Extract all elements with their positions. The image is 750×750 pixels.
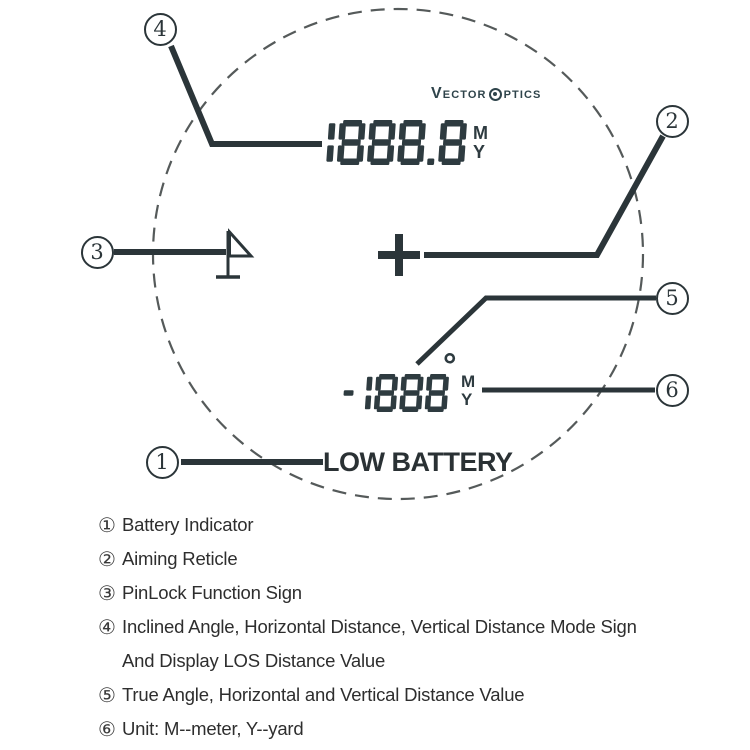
top-unit-labels (473, 124, 488, 162)
legend-bullet-2: ② (98, 547, 116, 571)
legend-bullet-1: ① (98, 513, 116, 537)
angle-distance-display (342, 374, 453, 417)
legend-text-4: Inclined Angle, Horizontal Distance, Vertical Distance Mode Sign (122, 616, 637, 637)
brand-word-vector: Vector (431, 85, 487, 102)
callout-5: 5 (656, 282, 689, 315)
los-distance-display (322, 120, 472, 170)
legend-bullet-3: ③ (98, 581, 116, 605)
legend-item-inclined-angle (98, 610, 718, 644)
callout-3: 3 (81, 236, 114, 269)
legend-text-1: Battery Indicator (122, 514, 254, 535)
legend (98, 508, 718, 746)
brand-logo (431, 86, 541, 102)
degree-symbol: ° (443, 347, 457, 385)
aiming-reticle-icon (378, 234, 420, 276)
legend-item-inclined-angle-line2 (98, 644, 718, 678)
legend-bullet-6: ⑥ (98, 717, 116, 741)
legend-text-5: True Angle, Horizontal and Vertical Distance Value (122, 684, 525, 705)
legend-text-2: Aiming Reticle (122, 548, 238, 569)
unit-m-label: M (461, 372, 476, 391)
callout-1: 1 (146, 446, 179, 479)
legend-item-aiming-reticle (98, 542, 718, 576)
unit-m-label: M (473, 123, 488, 143)
legend-item-unit (98, 712, 718, 746)
callout-2: 2 (656, 105, 689, 138)
legend-bullet-5: ⑤ (98, 683, 116, 707)
legend-text-6: Unit: M--meter, Y--yard (122, 718, 304, 739)
legend-item-pinlock (98, 576, 718, 610)
unit-y-label: Y (461, 390, 473, 409)
unit-y-label: Y (473, 142, 486, 162)
legend-text-4b: And Display LOS Distance Value (122, 650, 386, 671)
callout-6: 6 (656, 374, 689, 407)
brand-word-ptics: ptics (503, 85, 542, 102)
legend-bullet-4: ④ (98, 615, 116, 639)
reticle-o-icon (489, 88, 502, 101)
legend-item-true-angle (98, 678, 718, 712)
low-battery-indicator: LOW BATTERY (323, 447, 513, 477)
reticle-o-dot (493, 92, 497, 96)
legend-text-3: PinLock Function Sign (122, 582, 302, 603)
callout-4: 4 (144, 13, 177, 46)
bottom-unit-labels (461, 373, 475, 409)
legend-item-battery-indicator (98, 508, 718, 542)
